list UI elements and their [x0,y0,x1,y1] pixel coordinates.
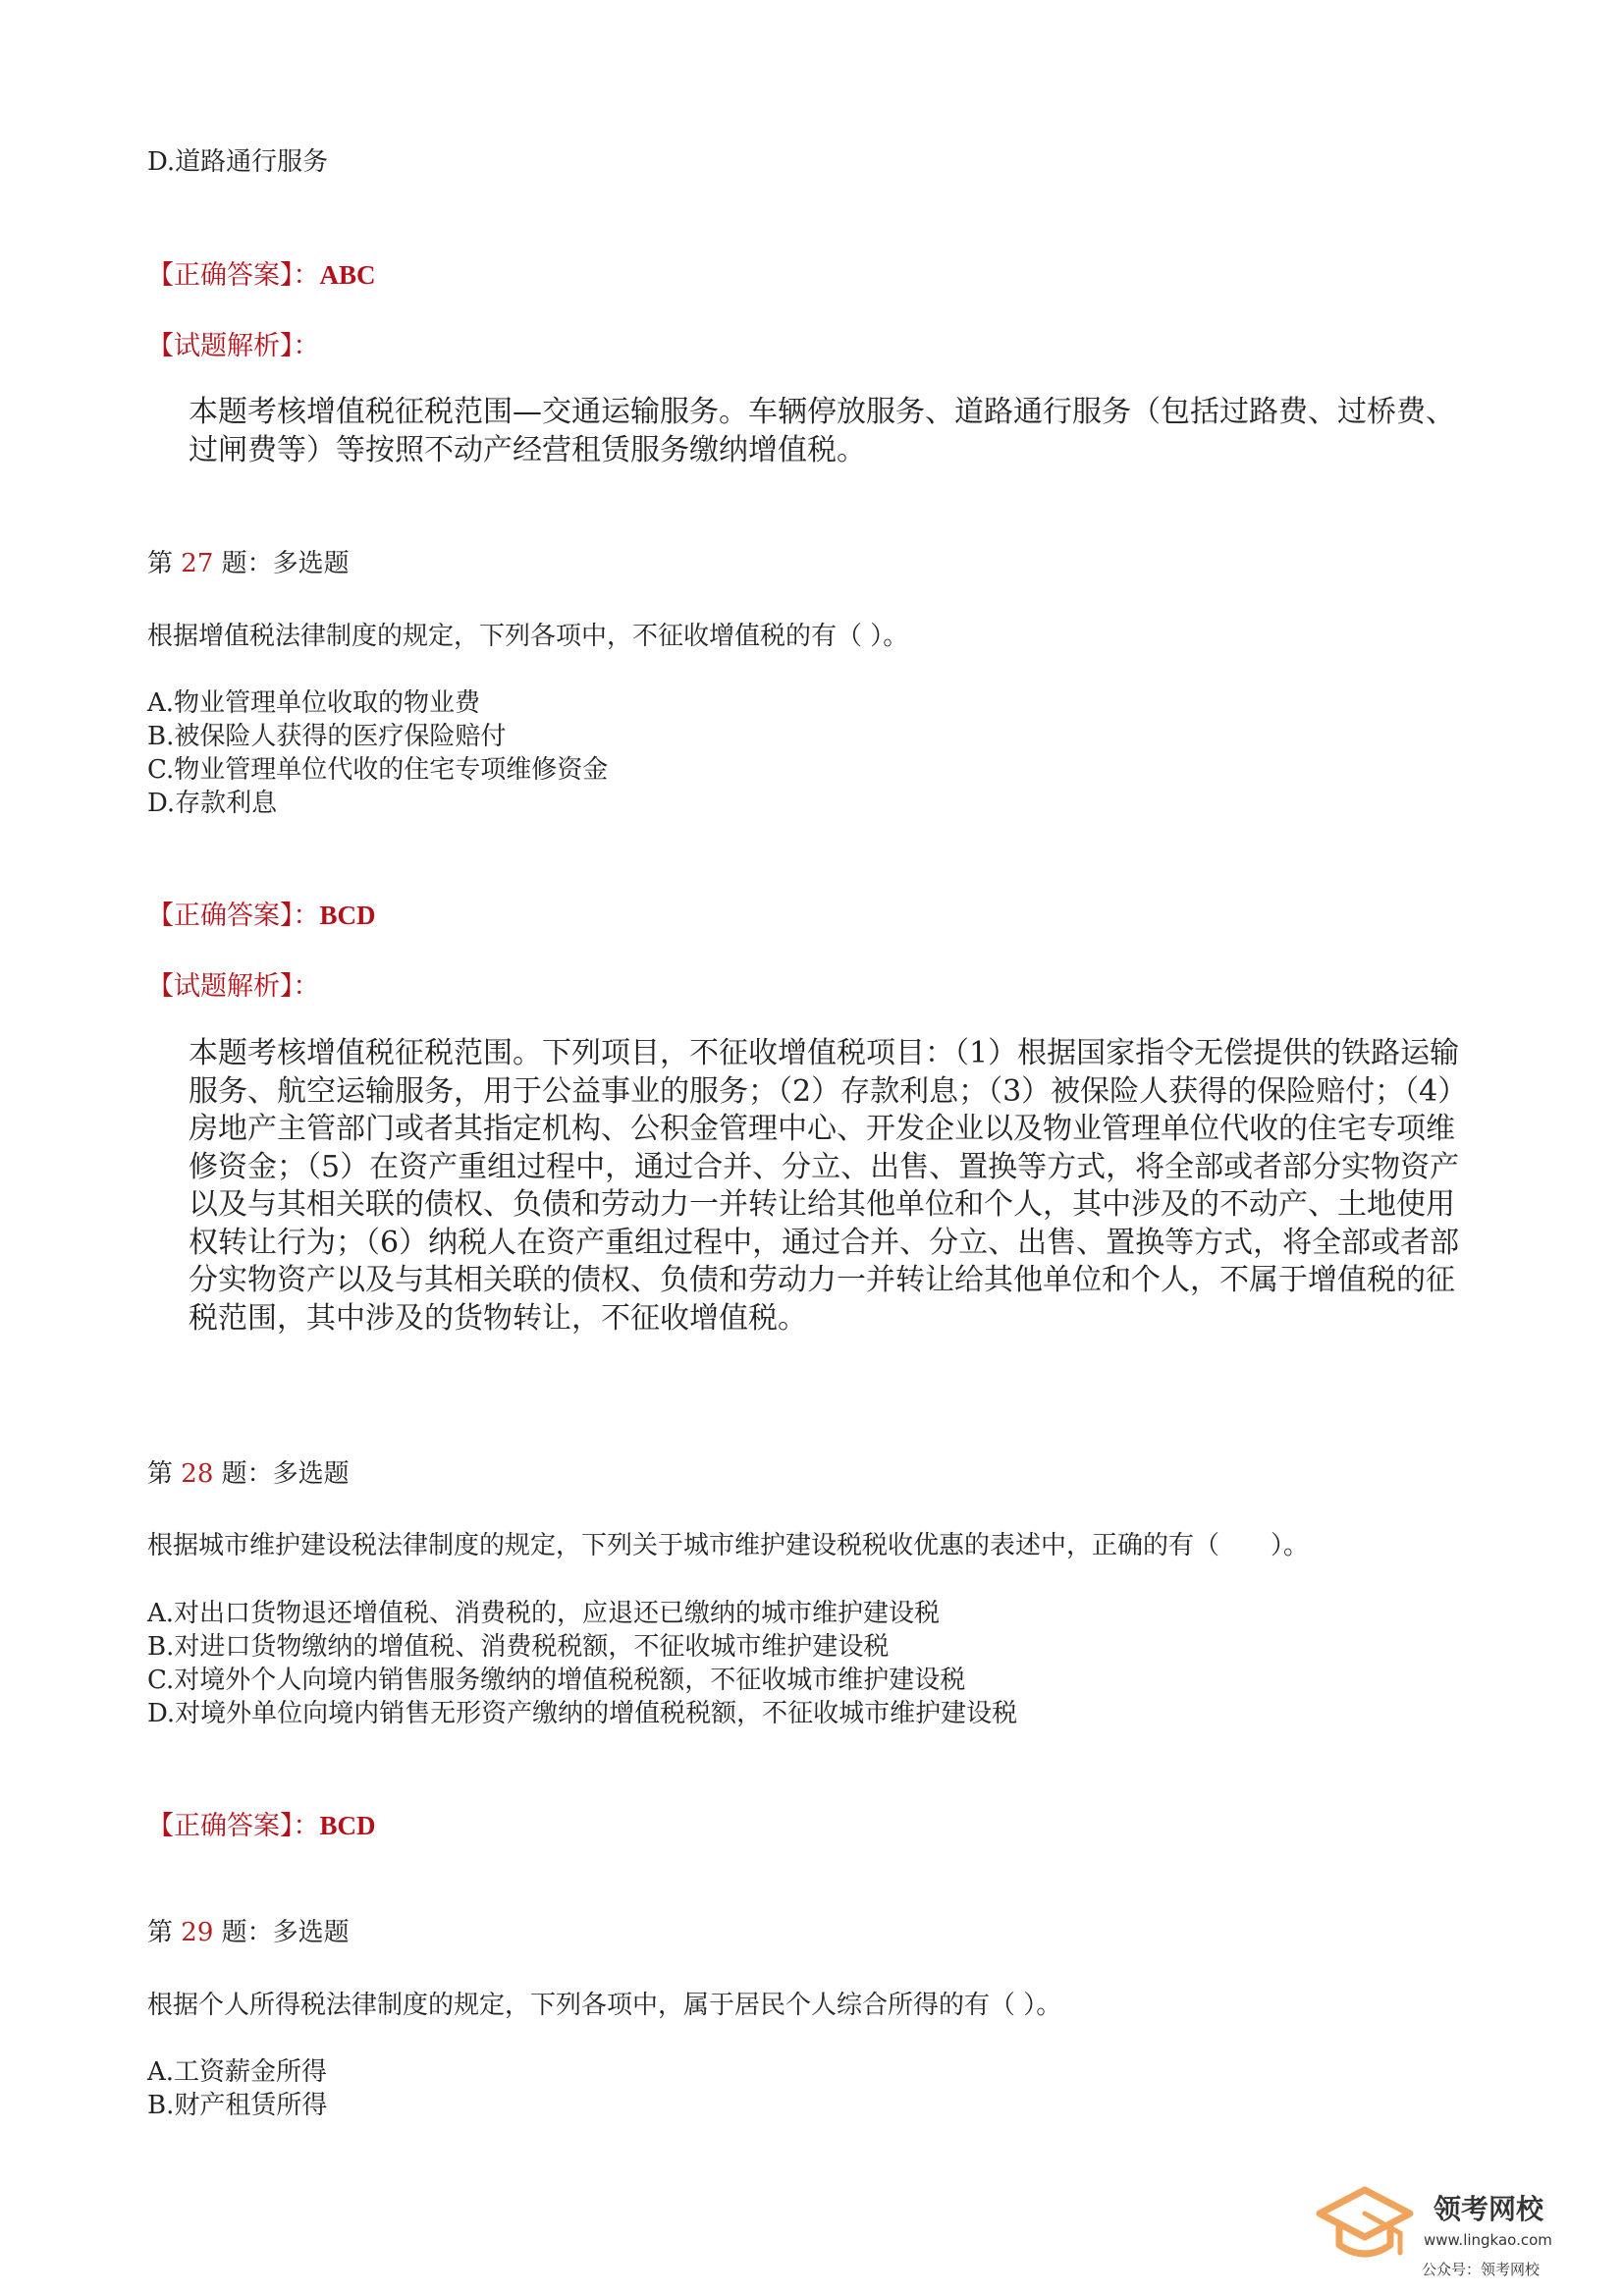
graduation-cap-icon [1316,2176,1414,2274]
q29-options [147,2055,327,2122]
q-prefix: 第 [147,1459,174,1489]
option-item: D.存款利息 [147,789,278,818]
q27-stem: 根据增值税法律制度的规定，下列各项中，不征收增值税的有（ ）。 [147,622,909,651]
q26-option-d: D.道路通行服务 [147,147,329,177]
brand-url: www.lingkao.com [1424,2231,1552,2249]
q-prefix: 第 [147,549,174,578]
q-number: 28 [181,1459,214,1489]
q26-analysis-label: 【试题解析】： [147,331,320,361]
q28-options [147,1597,1017,1730]
answer-label: 【正确答案】： [147,260,320,291]
q27-analysis-label: 【试题解析】： [147,971,320,1002]
q27-header [147,543,350,579]
answer-value: BCD [319,1811,376,1840]
option-item: A.工资薪金所得 [147,2057,328,2087]
q-prefix: 第 [147,1918,174,1947]
option-item: C.物业管理单位代收的住宅专项维修资金 [147,755,609,785]
q29-stem: 根据个人所得税法律制度的规定，下列各项中，属于居民个人综合所得的有（ ）。 [147,1991,1062,2020]
q27-options [147,686,608,820]
q-number: 27 [181,549,214,578]
option-item: C.对境外个人向境内销售服务缴纳的增值税税额，不征收城市维护建设税 [147,1666,966,1695]
q28-header [147,1453,350,1490]
q28-stem: 根据城市维护建设税法律制度的规定，下列关于城市维护建设税税收优惠的表述中，正确的有（ ）。 [147,1531,1310,1560]
option-item: B.对进口货物缴纳的增值税、消费税税额，不征收城市维护建设税 [147,1632,890,1662]
q-type: 题：多选题 [221,1918,350,1947]
brand-name: 领考网校 [1434,2193,1544,2225]
answer-value: BCD [319,901,376,930]
answer-label: 【正确答案】： [147,1811,320,1841]
option-item: A.对出口货物退还增值税、消费税的，应退还已缴纳的城市维护建设税 [147,1599,941,1628]
brand-logo [1316,2160,1571,2288]
q-type: 题：多选题 [221,549,350,578]
q27-analysis-text: 本题考核增值税征税范围。下列项目，不征收增值税项目：（1）根据国家指令无偿提供的铁路运输服务、航空运输服务，用于公益事业的服务；（2）存款利息；（3）被保险人获得的保险赔付；（4）房地产主管部门或者其指定机构、公积金管理中心、开发企业以及物业管理单位代收的住宅专项维修资金；（5）在资产重组过程中，通过合并、分立、出售、置换等方式，将全部或者部分实物资产以及与其相关联的债权、负债和劳动力一并转让给其他单位和个人，其中涉及的不动产、土地使用权转让行为；（6）纳税人在资产重组过程中，通过合并、分立、出售、置换等方式，将全部或者部分实物资产以及与其相关联的债权、负债和劳动力一并转让给其他单位和个人，不属于增值税的征税范围，其中涉及的货物转让，不征收增值税。 [189,1036,1468,1336]
option-item: A.物业管理单位收取的物业费 [147,688,481,718]
q28-answer [147,1804,376,1842]
brand-public-account: 公众号：领考网校 [1422,2261,1541,2278]
option-item: D.对境外单位向境内销售无形资产缴纳的增值税税额，不征收城市维护建设税 [147,1699,1018,1728]
answer-value: ABC [319,260,376,290]
option-item: B.财产租赁所得 [147,2091,328,2120]
q26-answer [147,253,376,292]
answer-label: 【正确答案】： [147,901,320,931]
q29-header [147,1912,350,1948]
q-number: 29 [181,1918,214,1947]
q-type: 题：多选题 [221,1459,350,1489]
q26-analysis-text: 本题考核增值税征税范围—交通运输服务。车辆停放服务、道路通行服务（包括过路费、过桥费、过闸费等）等按照不动产经营租赁服务缴纳增值税。 [189,395,1455,467]
option-item: B.被保险人获得的医疗保险赔付 [147,722,507,751]
q27-answer [147,894,376,932]
